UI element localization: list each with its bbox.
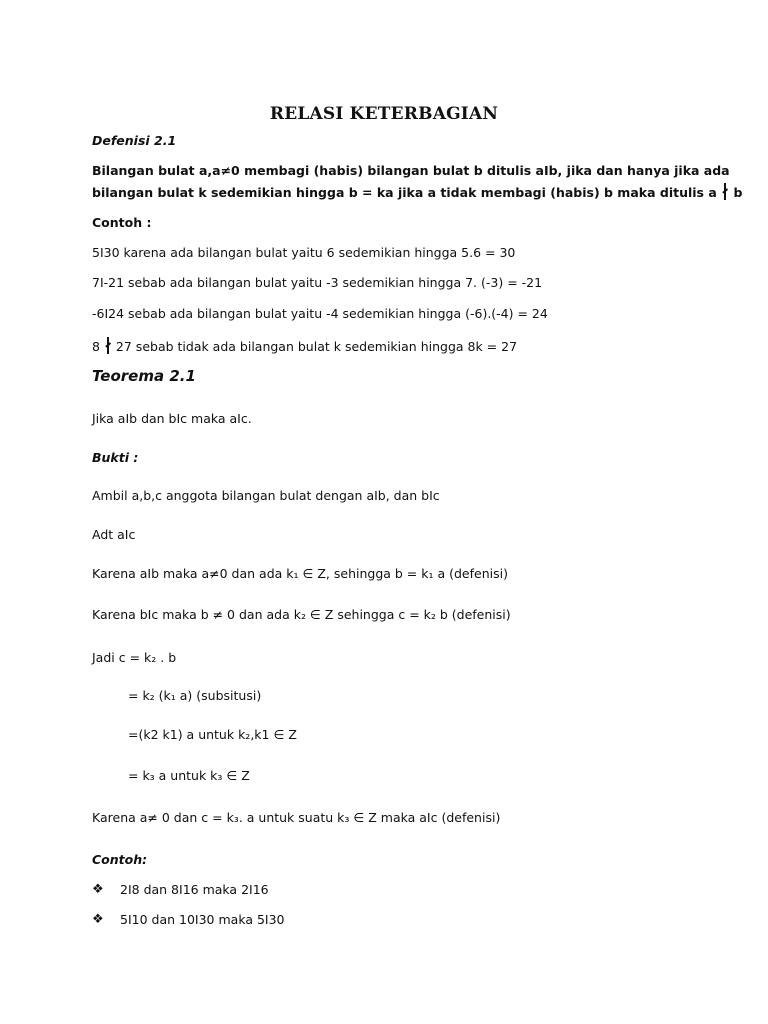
proof-line-5: Jadi c = k₂ . b [92,650,177,665]
theorem-statement: Jika aIb dan bIc maka aIc. [92,411,252,426]
proof-line-1: Ambil a,b,c anggota bilangan bulat dengan aIb, dan bIc [92,488,440,503]
example2-item-2: 5I10 dan 10I30 maka 5I30 [120,912,285,927]
proof-line-3: Karena aIb maka a≠0 dan ada k₁ ∈ Z, sehingga b = k₁ a (defenisi) [92,566,508,581]
bullet-icon: ❖ [92,912,104,927]
proof-line-8: = k₃ a untuk k₃ ∈ Z [128,768,250,783]
proof-conclusion: Karena a≠ 0 dan c = k₃. a untuk suatu k₃ ∈ Z maka aIc (defenisi) [92,810,501,825]
page-title: RELASI KETERBAGIAN [269,104,499,124]
example-3: -6I24 sebab ada bilangan bulat yaitu -4 sedemikian hingga (-6).(-4) = 24 [92,306,548,321]
not-divides-icon [104,338,112,354]
definition-line-1: Bilangan bulat a,a≠0 membagi (habis) bilangan bulat b ditulis aIb, jika dan hanya jika ada [92,163,730,178]
example-1: 5I30 karena ada bilangan bulat yaitu 6 sedemikian hingga 5.6 = 30 [92,245,516,260]
example-4-text: 27 sebab tidak ada bilangan bulat k sedemikian hingga 8k = 27 [115,339,518,354]
proof-line-4: Karena bIc maka b ≠ 0 dan ada k₂ ∈ Z sehingga c = k₂ b (defenisi) [92,607,511,622]
not-divides-icon [721,184,729,200]
example-4 [92,338,517,355]
examples2-label: Contoh: [92,852,148,867]
definition-label: Defenisi 2.1 [92,133,177,148]
definition-line-2-text: bilangan bulat k sedemikian hingga b = ka jika a tidak membagi (habis) b maka ditulis a [92,185,717,200]
proof-label: Bukti : [92,450,139,465]
theorem-label: Teorema 2.1 [92,367,196,385]
example2-item-1: 2I8 dan 8I16 maka 2I16 [120,882,269,897]
examples-label: Contoh : [92,215,152,230]
proof-line-7: =(k2 k1) a untuk k₂,k1 ∈ Z [128,727,297,742]
definition-line-2 [92,184,742,201]
example-4-start: 8 [92,339,100,354]
definition-line-2-end: b [733,185,743,200]
bullet-icon: ❖ [92,882,104,897]
proof-line-6: = k₂ (k₁ a) (subsitusi) [128,688,262,703]
proof-line-2: Adt aIc [92,527,136,542]
example-2: 7I-21 sebab ada bilangan bulat yaitu -3 sedemikian hingga 7. (-3) = -21 [92,275,543,290]
